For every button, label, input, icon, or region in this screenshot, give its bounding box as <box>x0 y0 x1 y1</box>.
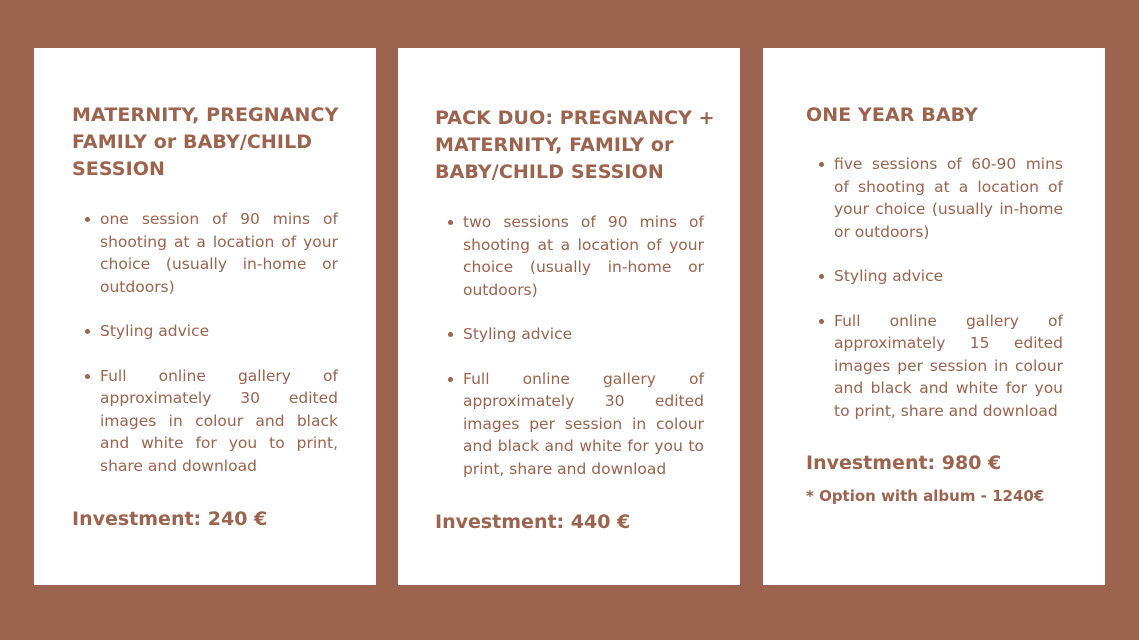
investment-price: Investment: 440 € <box>435 511 631 533</box>
feature-item: Full online gallery of approximately 30 edited images per session in colour and black and white for you to print, share and download <box>447 368 704 481</box>
feature-item: Styling advice <box>84 320 338 343</box>
feature-list <box>447 211 704 502</box>
feature-list <box>84 208 338 499</box>
investment-price: Investment: 240 € <box>72 508 268 530</box>
feature-item: Full online gallery of approximately 15 edited images per session in colour and black and white for you to print, share and download <box>818 310 1063 423</box>
feature-item: Full online gallery of approximately 30 edited images in colour and black and white for you to print, share and download <box>84 365 338 478</box>
album-option-note: * Option with album - 1240€ <box>806 487 1045 505</box>
card-title: ONE YEAR BABY <box>806 104 979 126</box>
investment-price: Investment: 980 € <box>806 452 1002 474</box>
card-title: MATERNITY, PREGNANCY FAMILY or BABY/CHILD SESSION <box>72 104 339 180</box>
card-title: PACK DUO: PREGNANCY + MATERNITY, FAMILY or BABY/CHILD SESSION <box>435 107 715 183</box>
feature-item: Styling advice <box>447 323 704 346</box>
feature-item: five sessions of 60-90 mins of shooting at a location of your choice (usually in-home or outdoors) <box>818 153 1063 243</box>
pricing-card-one-year-baby <box>763 48 1105 585</box>
pricing-card-pack-duo <box>398 48 740 585</box>
feature-list <box>818 153 1063 444</box>
feature-item: one session of 90 mins of shooting at a location of your choice (usually in-home or outdoors) <box>84 208 338 298</box>
feature-item: two sessions of 90 mins of shooting at a location of your choice (usually in-home or outdoors) <box>447 211 704 301</box>
pricing-card-maternity <box>34 48 376 585</box>
feature-item: Styling advice <box>818 265 1063 288</box>
